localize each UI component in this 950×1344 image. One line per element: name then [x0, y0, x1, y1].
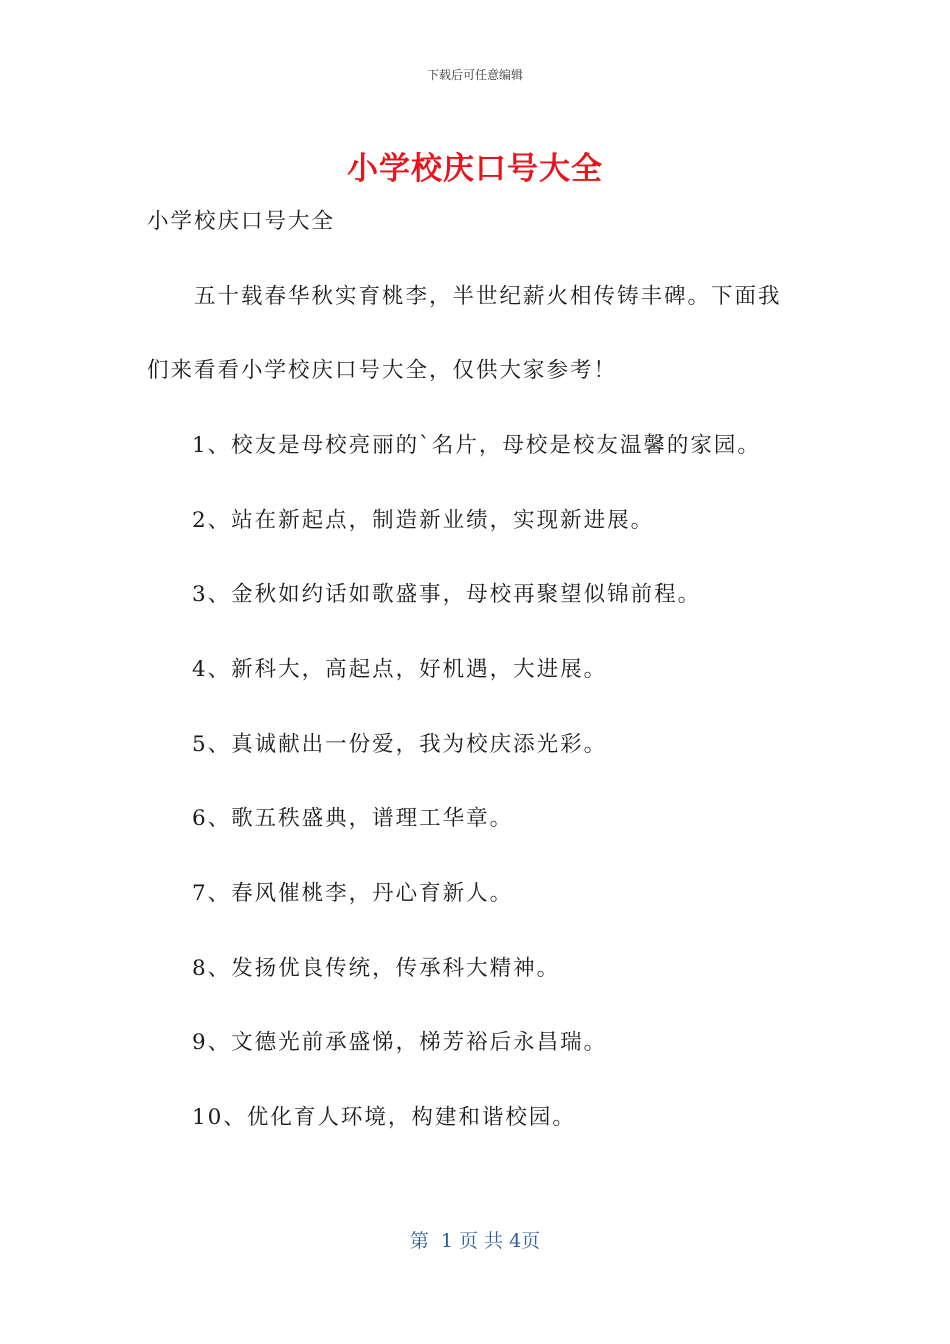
document-title: 小学校庆口号大全: [347, 151, 603, 187]
slogan-item: 4、新科大，高起点，好机遇，大进展。: [192, 657, 608, 682]
intro-paragraph-line-2: 们来看看小学校庆口号大全，仅供大家参考！: [147, 358, 618, 383]
slogan-item: 10、优化育人环境，构建和谐校园。: [192, 1105, 576, 1130]
slogan-item: 6、歌五秩盛典，谱理工华章。: [192, 806, 514, 831]
slogan-item: 1、校友是母校亮丽的`名片，母校是校友温馨的家园。: [192, 433, 761, 458]
header-note: 下载后可任意编辑: [426, 68, 523, 82]
slogan-item: 9、文德光前承盛悌，梯芳裕后永昌瑞。: [192, 1030, 608, 1055]
slogan-item: 7、春风催桃李，丹心育新人。: [192, 881, 514, 906]
slogan-item: 3、金秋如约话如歌盛事，母校再聚望似锦前程。: [192, 582, 702, 607]
slogan-item: 2、站在新起点，制造新业绩，实现新进展。: [192, 508, 655, 533]
slogan-item: 5、真诚献出一份爱，我为校庆添光彩。: [192, 732, 608, 757]
document-subtitle: 小学校庆口号大全: [147, 209, 336, 234]
slogan-item: 8、发扬优良传统，传承科大精神。: [192, 956, 561, 981]
page-number-footer: 第 1 页 共 4页: [409, 1230, 541, 1252]
intro-paragraph-line-1: 五十载春华秋实育桃李，半世纪薪火相传铸丰碑。下面我: [194, 284, 782, 309]
